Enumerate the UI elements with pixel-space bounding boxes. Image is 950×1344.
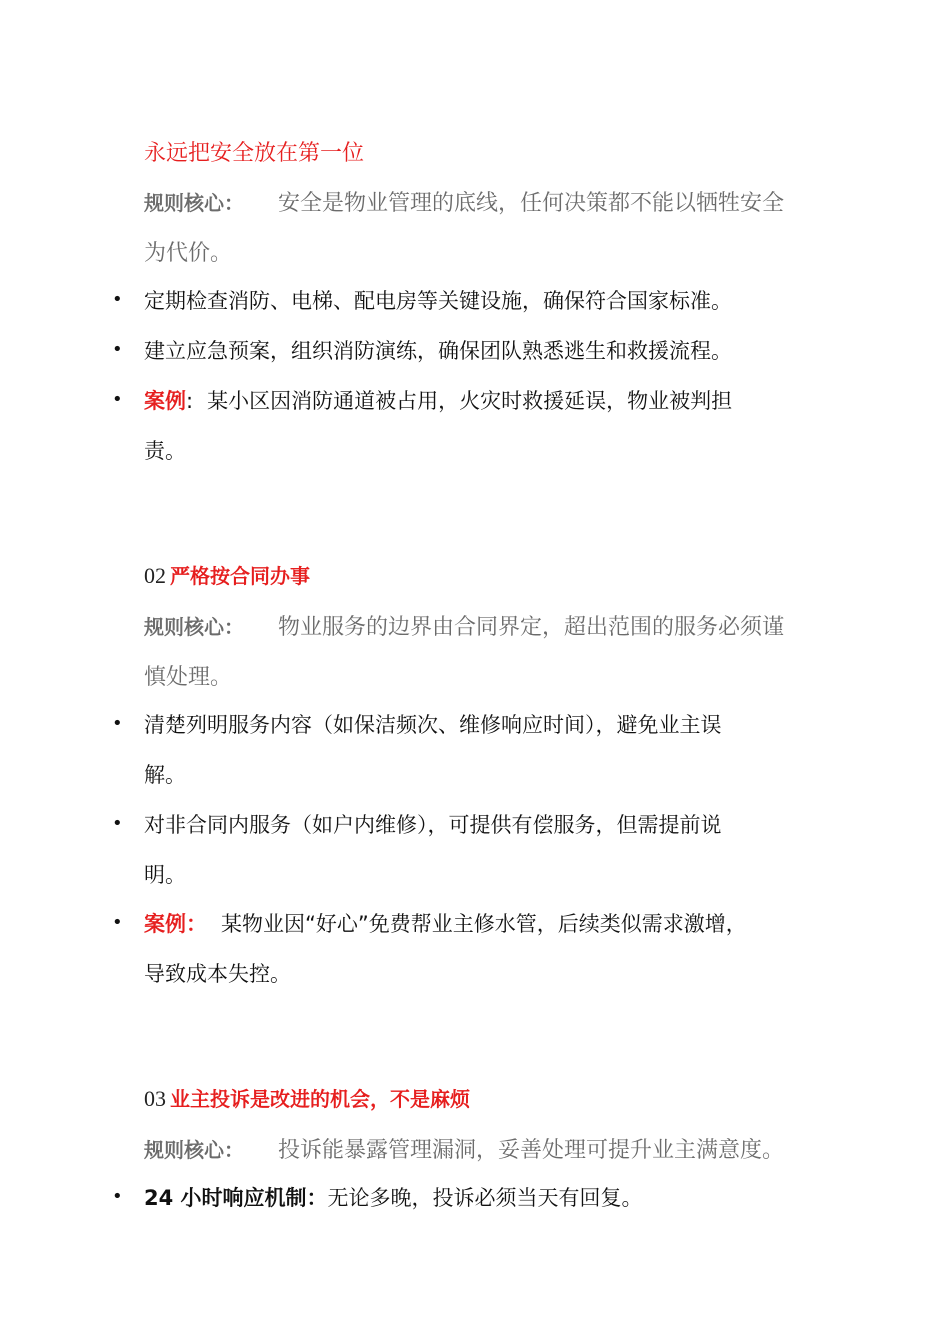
case-label: 案例 [144,389,186,413]
case-label: 案例： [144,912,207,936]
rule-label: 规则核心： [144,191,244,215]
rule-label: 规则核心： [144,615,244,639]
section-1-case-cont: 责。 [144,439,186,463]
section-2-case-cont: 导致成本失控。 [144,962,291,986]
section-2-bullet-2: 对非合同内服务（如户内维修），可提供有偿服务，但需提前说 [144,813,722,837]
bullet-icon: • [112,912,123,933]
section-2-case [144,908,747,938]
bullet-icon: • [112,289,123,310]
section-2-bullet-2-cont: 明。 [144,863,186,887]
bullet-bold-label: 24 小时响应机制： [144,1186,328,1210]
rule-label: 规则核心： [144,1138,244,1162]
bullet-icon: • [112,713,123,734]
rule-text: 物业服务的边界由合同界定，超出范围的服务必须谨 [278,614,785,639]
rule-text: 投诉能暴露管理漏洞，妥善处理可提升业主满意度。 [278,1137,785,1162]
case-text: 某物业因“好心”免费帮业主修水管，后续类似需求激增， [221,912,747,936]
heading-text: 业主投诉是改进的机会，不是麻烦 [170,1087,470,1111]
case-colon: : [186,389,194,413]
bullet-text: 无论多晚，投诉必须当天有回复。 [327,1186,643,1210]
bullet-icon: • [112,339,123,360]
rule-text: 安全是物业管理的底线，任何决策都不能以牺牲安全 [278,190,785,215]
bullet-icon: • [112,813,123,834]
section-number: 03 [144,1086,166,1111]
section-1-rule [144,186,784,217]
section-1-bullet-2: 建立应急预案，组织消防演练，确保团队熟悉逃生和救援流程。 [144,339,732,363]
section-2-rule-cont: 慎处理。 [144,664,233,689]
section-1-bullet-1: 定期检查消防、电梯、配电房等关键设施，确保符合国家标准。 [144,289,732,313]
section-number: 02 [144,563,166,588]
section-1-heading: 永远把安全放在第一位 [144,140,365,165]
section-2-heading [144,560,310,589]
section-3-heading [144,1083,470,1112]
heading-text: 严格按合同办事 [170,564,310,588]
section-2-rule [144,610,784,641]
section-1-rule-cont: 为代价。 [144,240,233,265]
section-2-bullet-1-cont: 解。 [144,763,186,787]
section-1-case [144,385,732,415]
section-3-bullet-1 [144,1182,643,1212]
case-text: 某小区因消防通道被占用，火灾时救援延误，物业被判担 [207,389,733,413]
bullet-icon: • [112,1186,123,1207]
section-3-rule [144,1133,784,1164]
bullet-icon: • [112,389,123,410]
section-2-bullet-1: 清楚列明服务内容（如保洁频次、维修响应时间），避免业主误 [144,713,722,737]
